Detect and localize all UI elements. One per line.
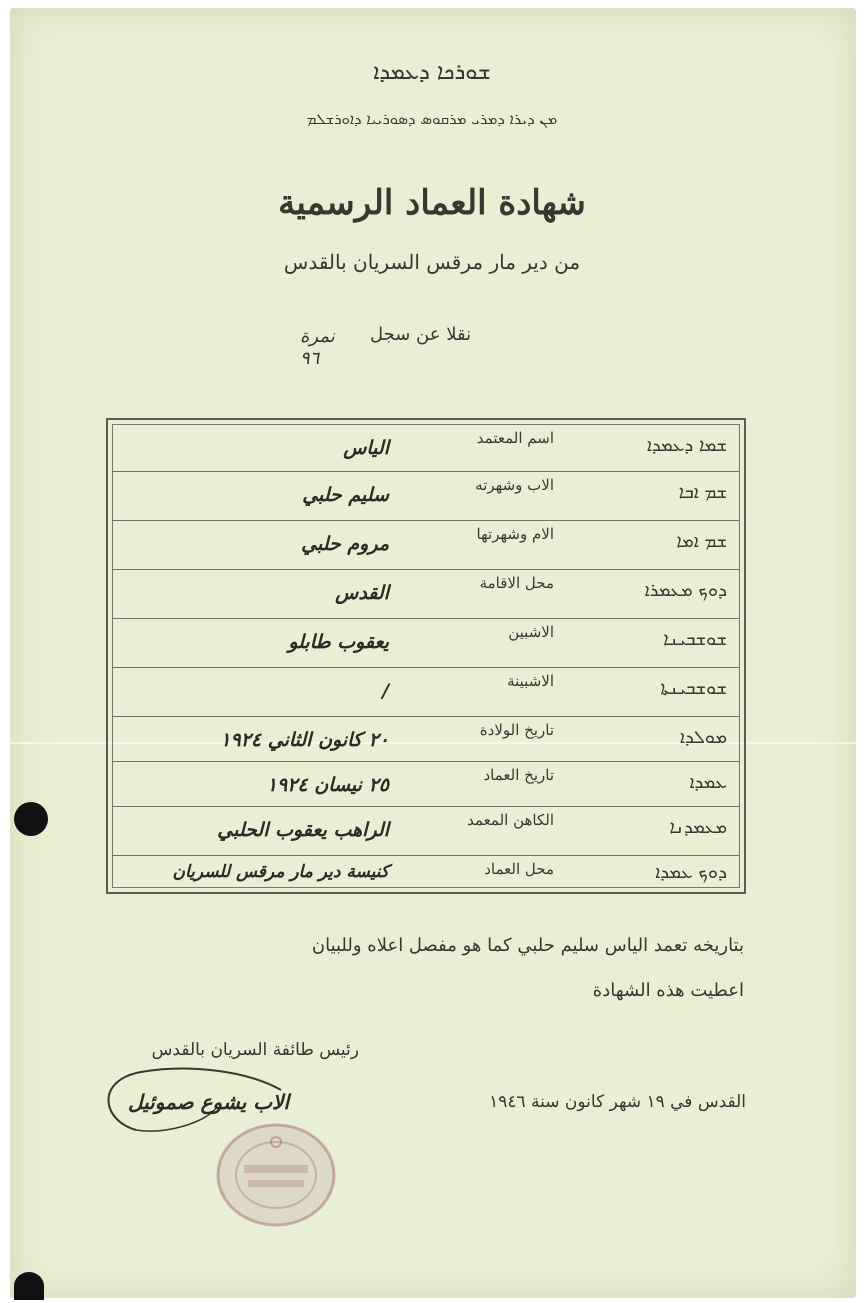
field-value: ٢٥ نيسان ١٩٢٤	[266, 774, 389, 796]
syriac-label: ܫܘܫܒܝܢܐ	[663, 629, 727, 650]
field-label: الكاهن المعمد	[467, 811, 554, 829]
signature: الاب يشوع صموئيل	[128, 1090, 290, 1114]
table-row	[113, 856, 739, 891]
field-value: يعقوب طابلو	[288, 631, 389, 653]
field-label: الام وشهرتها	[476, 525, 554, 543]
field-value: القدس	[335, 582, 389, 604]
syriac-label: ܫܡܐ ܕܥܡܕܐ	[646, 435, 727, 456]
field-label: تاريخ الولادة	[479, 721, 554, 739]
table-row	[113, 762, 739, 807]
table-row	[113, 717, 739, 762]
field-label: محل العماد	[484, 860, 554, 878]
field-label: تاريخ العماد	[483, 766, 554, 784]
syriac-label: ܫܘܫܒܝܢܬܐ	[660, 678, 727, 699]
table-row	[113, 668, 739, 717]
table-row	[113, 425, 739, 472]
head-of-community: رئيس طائفة السريان بالقدس	[151, 1040, 359, 1060]
table-row	[113, 619, 739, 668]
field-value: سليم حلبي	[302, 484, 389, 506]
punch-hole	[14, 802, 48, 836]
table-row	[113, 472, 739, 521]
syriac-title: ܫܘܪܟܐ ܕܥܡܕܐ	[373, 60, 491, 85]
field-value: الياس	[343, 437, 389, 459]
certificate-title: شهادة العماد الرسمية	[278, 183, 586, 223]
field-value: كنيسة دير مار مرقس للسريان	[172, 862, 389, 882]
seal-stamp	[214, 1120, 344, 1230]
statement-line-2: اعطيت هذه الشهادة	[592, 980, 744, 1001]
syriac-label: ܕܘܟ ܡܥܡܪܐ	[644, 580, 727, 601]
field-value: الراهب يعقوب الحلبي	[217, 819, 389, 841]
table-row	[113, 807, 739, 856]
field-value: مروم حلبي	[301, 533, 389, 555]
number-label: نمرة	[300, 326, 335, 347]
table-row	[113, 570, 739, 619]
baptism-record-table	[106, 418, 746, 894]
syriac-label: ܕܘܟ ܥܡܕܐ	[655, 862, 727, 883]
field-value: /	[382, 680, 389, 702]
syriac-label: ܫܡ ܐܒܐ	[678, 482, 727, 503]
table-inner	[112, 424, 740, 888]
syriac-subtitle: ܡܢ ܕܝܪܐ ܕܡܪܝ ܡܪܩܘܣ ܕܣܘܪܝܝܐ ܕܐܘܪܫܠܡ	[306, 110, 558, 128]
certificate-subtitle: من دير مار مرقس السريان بالقدس	[283, 250, 581, 274]
statement-line-1: بتاريخه تعمد الياس سليم حلبي كما هو مفصل اعلاه وللبيان	[311, 935, 744, 956]
copied-from-label: نقلا عن سجل	[370, 324, 472, 345]
field-label: اسم المعتمد	[476, 429, 554, 447]
syriac-label: ܡܥܡܕܢܐ	[669, 817, 727, 838]
field-label: الاشبينة	[507, 672, 554, 690]
syriac-label: ܥܡܕܐ	[689, 772, 727, 793]
field-value: ٢٠ كانون الثاني ١٩٢٤	[220, 729, 389, 751]
syriac-label: ܡܘܠܕܐ	[679, 727, 727, 748]
field-label: الاشبين	[508, 623, 554, 641]
place-and-date: القدس في ١٩ شهر كانون سنة ١٩٤٦	[489, 1092, 746, 1112]
record-number: ٩٦	[300, 348, 320, 369]
field-label: محل الاقامة	[479, 574, 554, 592]
table-row	[113, 521, 739, 570]
punch-hole	[14, 1272, 44, 1300]
syriac-label: ܫܡ ܐܡܐ	[676, 531, 727, 552]
field-label: الاب وشهرته	[475, 476, 554, 494]
